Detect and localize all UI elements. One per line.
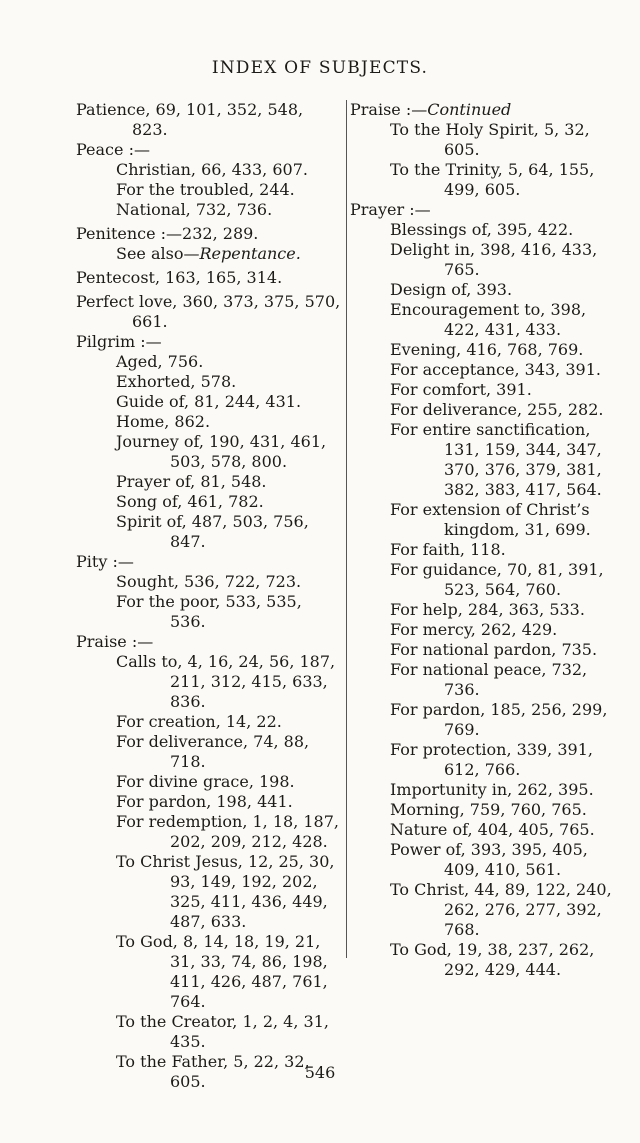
index-subentry	[76, 652, 342, 712]
index-subentry	[76, 392, 342, 412]
index-subentry-text: Guide of, 81, 244, 431.	[116, 392, 302, 411]
reference-italic: Continued	[427, 100, 512, 119]
index-heading	[76, 268, 342, 288]
index-subentry	[350, 240, 622, 280]
index-subentry	[76, 200, 342, 220]
index-subentry-text: To the Father, 5, 22, 32, 605.	[116, 1052, 310, 1091]
index-subentry	[76, 1012, 342, 1052]
index-subentry	[76, 160, 342, 180]
index-subentry	[350, 160, 622, 200]
index-subentry-text: For protection, 339, 391, 612, 766.	[390, 740, 593, 779]
index-subentry	[350, 660, 622, 700]
index-subentry-text: For mercy, 262, 429.	[390, 620, 558, 639]
index-heading	[350, 200, 622, 220]
index-subentry-text: Importunity in, 262, 395.	[390, 780, 594, 799]
index-subentry	[76, 512, 342, 552]
index-subentry	[76, 432, 342, 472]
index-subentry	[76, 712, 342, 732]
index-subentry-text: Encouragement to, 398, 422, 431, 433.	[390, 300, 587, 339]
index-heading	[76, 140, 342, 160]
index-subentry	[350, 420, 622, 500]
index-subentry	[350, 220, 622, 240]
index-subentry	[76, 372, 342, 392]
continued-heading	[350, 100, 622, 120]
index-subentry	[350, 540, 622, 560]
index-subentry	[350, 400, 622, 420]
index-heading	[76, 224, 342, 244]
reference-prefix: See also—	[116, 244, 200, 263]
reference-prefix: Praise :—	[350, 100, 428, 119]
index-subentry-text: Christian, 66, 433, 607.	[116, 160, 308, 179]
index-subentry-text: To Christ Jesus, 12, 25, 30, 93, 149, 192, 202, 325, 411, 436, 449, 487, 633.	[116, 852, 335, 931]
index-subentry	[350, 820, 622, 840]
index-heading-text: Praise :—	[76, 632, 154, 651]
index-subentry-text: For creation, 14, 22.	[116, 712, 282, 731]
page-header: INDEX OF SUBJECTS.	[211, 58, 429, 78]
index-subentry	[350, 620, 622, 640]
index-subentry-text: Power of, 393, 395, 405, 409, 410, 561.	[390, 840, 588, 879]
index-subentry-text: For redemption, 1, 18, 187, 202, 209, 212, 428.	[116, 812, 339, 851]
index-subentry-text: Delight in, 398, 416, 433, 765.	[390, 240, 598, 279]
index-subentry	[350, 640, 622, 660]
index-subentry-text: For help, 284, 363, 533.	[390, 600, 585, 619]
index-subentry-text: To Christ, 44, 89, 122, 240, 262, 276, 277, 392, 768.	[390, 880, 612, 939]
index-subentry-text: Blessings of, 395, 422.	[390, 220, 574, 239]
index-subentry	[350, 840, 622, 880]
index-heading-text: Pilgrim :—	[76, 332, 162, 351]
index-subentry	[76, 852, 342, 932]
index-subentry-text: Morning, 759, 760, 765.	[390, 800, 587, 819]
index-subentry-text: Evening, 416, 768, 769.	[390, 340, 584, 359]
index-subentry-text: For entire sanctification, 131, 159, 344, 347, 370, 376, 379, 381, 382, 383, 417, 564.	[390, 420, 602, 499]
index-subentry-text: For divine grace, 198.	[116, 772, 295, 791]
index-subentry-text: To God, 8, 14, 18, 19, 21, 31, 33, 74, 86, 198, 411, 426, 487, 761, 764.	[116, 932, 328, 1011]
index-subentry-text: For national peace, 732, 736.	[390, 660, 588, 699]
left-column	[76, 100, 342, 1092]
index-subentry-text: For deliverance, 255, 282.	[390, 400, 604, 419]
index-subentry-text: For the poor, 533, 535, 536.	[116, 592, 302, 631]
index-subentry-text: Spirit of, 487, 503, 756, 847.	[116, 512, 309, 551]
index-subentry	[76, 412, 342, 432]
index-subentry-text: For guidance, 70, 81, 391, 523, 564, 760.	[390, 560, 604, 599]
index-subentry	[76, 812, 342, 852]
index-subentry-text: For faith, 118.	[390, 540, 506, 559]
index-subentry	[350, 300, 622, 340]
reference-italic: Repentance.	[199, 244, 301, 263]
index-subentry	[350, 380, 622, 400]
index-heading	[76, 552, 342, 572]
index-subentry	[350, 880, 622, 940]
index-heading-text: Prayer :—	[350, 200, 431, 219]
index-subentry-text: For extension of Christ’s kingdom, 31, 699.	[390, 500, 591, 539]
index-subentry-text: Exhorted, 578.	[116, 372, 237, 391]
index-subentry-text: Aged, 756.	[116, 352, 204, 371]
index-subentry	[350, 360, 622, 380]
index-subentry-text: For pardon, 185, 256, 299, 769.	[390, 700, 608, 739]
index-subentry	[350, 800, 622, 820]
index-heading	[76, 332, 342, 352]
index-subentry-text: Sought, 536, 722, 723.	[116, 572, 302, 591]
index-subentry-text: To God, 19, 38, 237, 262, 292, 429, 444.	[390, 940, 595, 979]
index-subentry	[350, 500, 622, 540]
index-heading	[76, 632, 342, 652]
index-subentry	[76, 772, 342, 792]
index-heading-text: Penitence :—232, 289.	[76, 224, 259, 243]
right-column	[350, 100, 622, 980]
index-subentry-text: For national pardon, 735.	[390, 640, 598, 659]
index-subentry	[350, 560, 622, 600]
index-subentry	[350, 940, 622, 980]
index-subentry-text: To the Creator, 1, 2, 4, 31, 435.	[116, 1012, 329, 1051]
index-heading-text: Pity :—	[76, 552, 134, 571]
index-subentry-text: For acceptance, 343, 391.	[390, 360, 601, 379]
page-number: 546	[304, 1063, 336, 1082]
index-subentry	[350, 120, 622, 160]
index-heading-text: Pentecost, 163, 165, 314.	[76, 268, 283, 287]
index-subentry	[350, 700, 622, 740]
index-subentry	[350, 280, 622, 300]
index-subentry	[76, 492, 342, 512]
index-subentry	[76, 732, 342, 772]
index-subentry	[76, 592, 342, 632]
index-subentry	[76, 472, 342, 492]
see-also-reference	[76, 244, 342, 264]
index-subentry-text: National, 732, 736.	[116, 200, 273, 219]
index-subentry	[76, 792, 342, 812]
index-subentry	[76, 932, 342, 1012]
index-subentry-text: Home, 862.	[116, 412, 211, 431]
index-subentry-text: Song of, 461, 782.	[116, 492, 264, 511]
index-subentry	[350, 780, 622, 800]
index-subentry-text: Nature of, 404, 405, 765.	[390, 820, 595, 839]
index-heading-text: Perfect love, 360, 373, 375, 570, 661.	[76, 292, 341, 331]
index-heading-text: Peace :—	[76, 140, 150, 159]
index-heading	[76, 100, 342, 140]
index-subentry-text: To the Trinity, 5, 64, 155, 499, 605.	[390, 160, 595, 199]
index-heading	[76, 292, 342, 332]
index-subentry-text: Calls to, 4, 16, 24, 56, 187, 211, 312, 415, 633, 836.	[116, 652, 336, 711]
index-subentry-text: Journey of, 190, 431, 461, 503, 578, 800.	[116, 432, 327, 471]
column-divider	[346, 100, 347, 958]
index-subentry-text: Design of, 393.	[390, 280, 513, 299]
index-subentry-text: To the Holy Spirit, 5, 32, 605.	[390, 120, 590, 159]
index-subentry-text: For deliverance, 74, 88, 718.	[116, 732, 310, 771]
index-subentry-text: For the troubled, 244.	[116, 180, 295, 199]
index-subentry	[350, 340, 622, 360]
index-subentry	[350, 600, 622, 620]
index-heading-text: Patience, 69, 101, 352, 548, 823.	[76, 100, 304, 139]
index-subentry	[76, 352, 342, 372]
index-subentry-text: For comfort, 391.	[390, 380, 532, 399]
index-subentry	[76, 572, 342, 592]
index-subentry	[76, 180, 342, 200]
index-subentry	[350, 740, 622, 780]
index-subentry-text: Prayer of, 81, 548.	[116, 472, 267, 491]
index-subentry-text: For pardon, 198, 441.	[116, 792, 293, 811]
